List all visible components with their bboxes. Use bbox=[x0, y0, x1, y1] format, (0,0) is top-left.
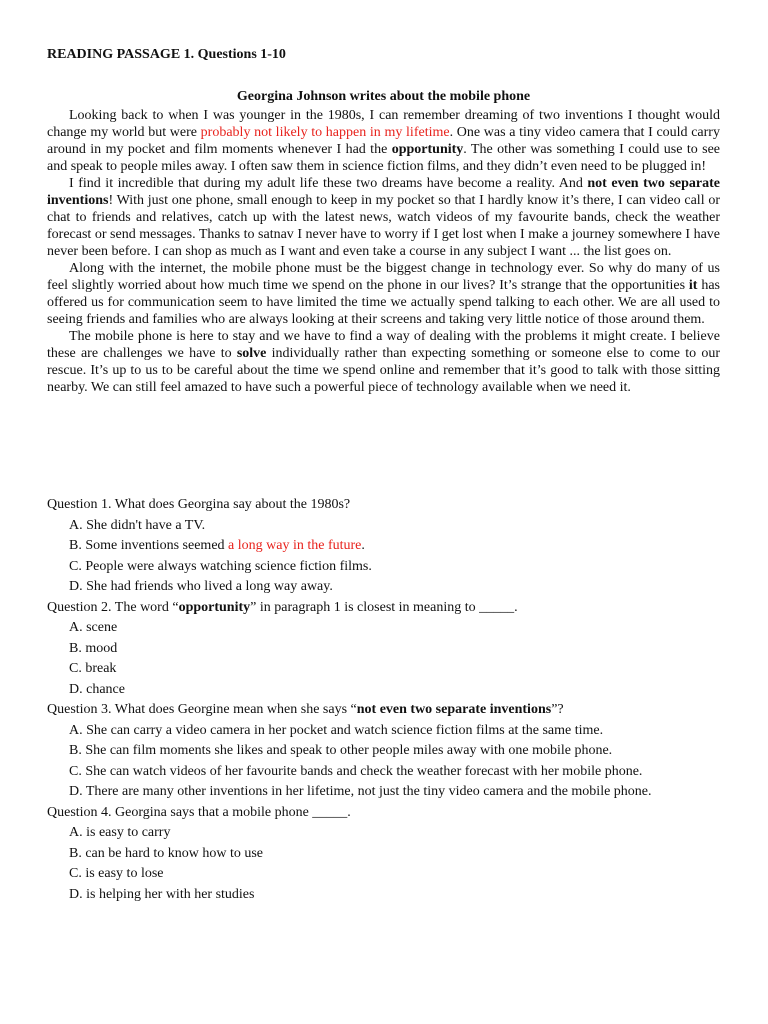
p4-text-a: The mobile phone is here to stay and we have to find a way of dealing with the problems it might create. I believe these are challenges we have to bbox=[47, 329, 720, 361]
q3-text-pre: Question 3. What does Georgine mean when she says “ bbox=[47, 702, 357, 717]
q1-option-a: A. She didn't have a TV. bbox=[69, 517, 206, 533]
section-heading: READING PASSAGE 1. Questions 1-10 bbox=[47, 47, 286, 62]
q3-option-b: B. She can film moments she likes and speak to other people miles away with one mobile phone. bbox=[69, 743, 613, 758]
q2-option-b: B. mood bbox=[69, 640, 118, 656]
p1-text-b: . One was a tiny video camera that I could carry around in my pocket and film moments whenever I had the bbox=[47, 125, 720, 157]
q1-option-d: D. She had friends who lived a long way away. bbox=[69, 579, 333, 594]
p3-text-b: has offered us for communication seem to have limited the time we actually spend talking to each other. We are all used to seeing friends and families who are always looking at their screens and taking very little notice of those around them. bbox=[47, 278, 720, 327]
p2-text-a: I find it incredible that during my adult life these two dreams have become a reality. And bbox=[69, 176, 588, 191]
question-2 bbox=[47, 598, 727, 619]
p1-bold-term: opportunity bbox=[391, 142, 464, 157]
q3-option-d: D. There are many other inventions in her lifetime, not just the tiny video camera and the mobile phone. bbox=[69, 784, 652, 799]
q1-option-b-text: B. Some inventions seemed bbox=[69, 538, 229, 553]
q4-option-d: D. is helping her with her studies bbox=[69, 886, 255, 902]
q2-option-a: A. scene bbox=[69, 620, 118, 635]
paragraph-1 bbox=[47, 107, 720, 175]
q2-option-c: C. break bbox=[69, 661, 117, 676]
paragraph-3 bbox=[47, 260, 720, 328]
q3-option-a: A. She can carry a video camera in her pocket and watch science fiction films at the same time. bbox=[69, 722, 604, 738]
q2-text-pre: Question 2. The word “ bbox=[47, 599, 179, 615]
q3-option-c: C. She can watch videos of her favourite bands and check the weather forecast with her mobile phone. bbox=[69, 763, 643, 779]
q4-option-a: A. is easy to carry bbox=[69, 825, 171, 840]
paragraph-4 bbox=[47, 328, 720, 396]
p4-text-b: individually rather than expecting something or someone else to come to our rescue. It’s up to us to be careful about the time we spend online and remember that it’s good to talk with those sitting nearby. We can still feel amazed to have such a powerful piece of technology available when we need it. bbox=[47, 346, 720, 395]
q3-bold-term: not even two separate inventions bbox=[356, 702, 552, 717]
q2-text-post: ” in paragraph 1 is closest in meaning to _____. bbox=[250, 599, 518, 615]
p1-highlight: probably not likely to happen in my lifetime bbox=[200, 125, 450, 140]
p3-bold-term: it bbox=[688, 278, 698, 293]
q2-option-d: D. chance bbox=[69, 681, 125, 697]
p2-bold-term: not even two separate inventions bbox=[47, 176, 720, 208]
question-1: Question 1. What does Georgina say about the 1980s? bbox=[47, 497, 351, 512]
p3-text-a: Along with the internet, the mobile phone must be the biggest change in technology ever. So why do many of us feel slightly worried about how much time we spend on the phone in our lives? It’s strange that the opportunities bbox=[47, 261, 720, 293]
q1-option-b bbox=[47, 536, 727, 557]
p4-bold-term: solve bbox=[236, 346, 267, 361]
p1-text-a: Looking back to when I was younger in the 1980s, I can remember dreaming of two inventions I thought would change my world but were bbox=[47, 108, 720, 140]
p1-text-c: . The other was something I could use to see and speak to people miles away. I often saw them in science fiction films, and they didn’t even need to be plugged in! bbox=[47, 142, 720, 174]
paragraph-2 bbox=[47, 175, 720, 260]
question-list bbox=[47, 495, 727, 905]
q4-option-b: B. can be hard to know how to use bbox=[69, 845, 264, 861]
p2-text-b: ! With just one phone, small enough to keep in my pocket so that I hardly know it’s there, I can video call or chat to friends and relatives, catch up with the latest news, watch videos of my favourite bands, check the weather forecast or send messages. Thanks to satnav I never have to worry if I get lost when I make a journey somewhere I have never been before. I can shop as much as I want and even take a course in any subject I want ... the list goes on. bbox=[47, 193, 720, 259]
q2-bold-term: opportunity bbox=[178, 599, 251, 615]
q4-option-c: C. is easy to lose bbox=[69, 866, 164, 881]
question-4: Question 4. Georgina says that a mobile phone _____. bbox=[47, 804, 351, 820]
q3-text-post: ”? bbox=[551, 702, 564, 717]
passage-title: Georgina Johnson writes about the mobile phone bbox=[236, 89, 531, 104]
q1-option-c: C. People were always watching science fiction films. bbox=[69, 558, 372, 574]
q1-option-b-end: . bbox=[361, 538, 365, 553]
q1-option-b-highlight: a long way in the future bbox=[228, 538, 362, 553]
question-3 bbox=[47, 700, 727, 721]
reading-passage bbox=[47, 107, 720, 396]
